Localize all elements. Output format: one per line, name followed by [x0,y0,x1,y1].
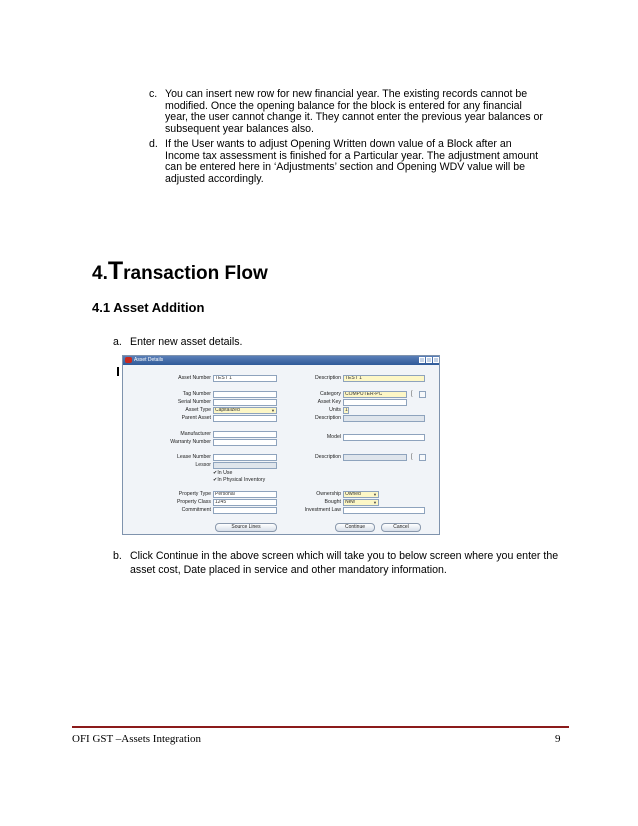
units-field[interactable]: 1 [345,407,348,413]
property-type-field[interactable]: Personal [213,491,277,498]
continue-button[interactable]: Continue [335,523,375,532]
label-parent-asset: Parent Asset [181,415,211,421]
footer-title: OFI GST –Assets Integration [72,733,202,745]
minimize-icon[interactable] [419,357,425,363]
step-marker: b. [113,550,122,562]
label-manufacturer: Manufacturer [180,431,211,437]
tag-number-field[interactable] [213,391,277,398]
label-ownership: Ownership [316,491,341,497]
heading-number: 4. [92,263,108,284]
parent-asset-field[interactable] [213,415,277,422]
list-marker: d. [149,138,158,150]
label-description-2: Description [315,415,341,421]
investment-law-field[interactable] [343,507,425,514]
step-marker: a. [113,336,122,348]
step-text: Click Continue in the above screen which will take you to below screen where you enter the asset cost, Date placed in service and other mandatory information. [130,550,559,577]
label-investment-law: Investment Law [304,507,341,513]
lov-button[interactable] [419,391,426,398]
label-property-type: Property Type [178,491,211,497]
source-lines-button[interactable]: Source Lines [215,523,277,532]
heading-initial: T [107,257,124,285]
label-model: Model [326,434,341,440]
footer-divider [72,726,569,728]
description-field[interactable]: TEST 1 [343,375,425,382]
label-asset-key: Asset Key [317,399,341,405]
chevron-down-icon: ▼ [373,492,377,497]
maximize-icon[interactable] [426,357,432,363]
edge-marker [117,367,119,376]
lessor-field[interactable] [213,462,277,469]
label-lease-description: Description [315,454,341,460]
bought-select[interactable] [343,499,379,506]
subsection-heading: 4.1 Asset Addition [92,300,205,315]
lease-number-field[interactable] [213,454,277,461]
list-text: You can insert new row for new financial year. The existing records cannot be modified. Once the opening balance for the block is entered for any financial year, the user cannot change it. They cannot enter the previous year balances or subsequent year balances also. [165,88,543,135]
heading-rest: ransaction Flow [123,263,268,284]
bracket-icon: [ [411,454,413,460]
model-field[interactable] [343,434,425,441]
commitment-field[interactable] [213,507,277,514]
manufacturer-field[interactable] [213,431,277,438]
asset-form [123,365,439,535]
chevron-down-icon: ▼ [373,500,377,505]
category-field[interactable]: COMPUTER-PC [343,391,407,398]
lov-button[interactable] [419,454,426,461]
oracle-icon [125,357,132,363]
cancel-button[interactable]: Cancel [381,523,421,532]
label-category: Category [319,391,341,397]
label-lease-number: Lease Number [176,454,211,460]
bracket-icon: [ [411,391,413,397]
bought-value: New [345,499,356,505]
list-marker: c. [149,88,158,100]
page-number: 9 [555,733,561,745]
step-text: Enter new asset details. [130,336,243,348]
ownership-select[interactable] [343,491,379,498]
label-asset-type: Asset Type [185,407,211,413]
chevron-down-icon: ▼ [271,408,275,413]
label-bought: Bought [324,499,341,505]
asset-type-value: Capitalized [215,407,240,413]
ownership-value: Owned [345,491,361,497]
section-heading [92,259,268,286]
in-physical-inventory-label: In Physical Inventory [217,477,266,483]
check-icon: ✔ [213,477,218,483]
in-use-label: In Use [217,470,233,476]
property-class-field[interactable]: 1245 [213,499,277,506]
label-lessor: Lessor [195,462,211,468]
label-description: Description [315,375,341,381]
description-2-field[interactable] [343,415,425,422]
asset-type-select[interactable] [213,407,277,414]
serial-number-field[interactable] [213,399,277,406]
window-titlebar [123,356,439,365]
label-units: Units [329,407,341,413]
close-icon[interactable] [433,357,439,363]
warranty-number-field[interactable] [213,439,277,446]
label-property-class: Property Class [176,499,211,505]
in-use-checkbox[interactable] [213,470,232,477]
asset-key-field[interactable] [343,399,407,406]
label-serial-number: Serial Number [177,399,211,405]
in-physical-inventory-checkbox[interactable] [213,477,265,484]
asset-number-field[interactable]: TEST 1 [213,375,277,382]
check-icon: ✔ [213,470,218,476]
asset-details-screenshot [122,355,440,535]
lease-description-field[interactable] [343,454,407,461]
list-text: If the User wants to adjust Opening Written down value of a Block after an Income tax assessment is finished for a Particular year. The adjustment amount can be entered here in ‘Adjustments’ section and Opening WDV value will be adjusted accordingly. [165,138,539,185]
label-warranty-number: Warranty Number [170,439,211,445]
label-commitment: Commitment [181,507,211,513]
label-tag-number: Tag Number [182,391,211,397]
window-title: Asset Details [134,357,164,363]
label-asset-number: Asset Number [178,375,211,381]
